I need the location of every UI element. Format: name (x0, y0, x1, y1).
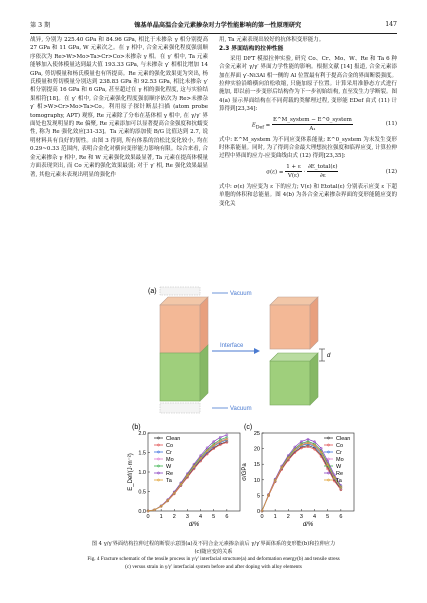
figure-caption (30, 541, 397, 571)
series-line-cr (262, 443, 344, 511)
structure-after (270, 297, 331, 405)
x-tick-label: 4 (199, 514, 203, 520)
legend-label: Clean (166, 436, 181, 442)
y-tick-label: 10 (253, 477, 260, 484)
running-header (30, 17, 397, 31)
caption-cn-line2: (c)随应变的关系 (194, 548, 233, 555)
left-column (30, 36, 208, 179)
right-paragraph-1: 采用 DFT 模拟拉伸实验, 研究 Co、Cr、Mo、W、Re 和 Ta 6 种合金元素对 γ/γ′ 界面力学性能的影响。根据文献 [14] 报道, 合金元素添加在界面 γ′-Ni3Al 相一侧的 Al 位置最有利于提高合金的界面断裂强度。拉伸实验沿略横向泊松收缩, 只施加原子位置。计算采用准静态方式进行施加, 即以前一步变形后结构作为下一步初始结构, 直至发生力学断裂。图 4(a) 显示界面结构在不同荷载的类解理过程, 变形能 EDef 由式 (11) 计算得到[23,34]: (219, 55, 397, 113)
legend-label: Clean (336, 436, 351, 442)
panel-b-label: (b) (132, 424, 141, 431)
vacuum-top-box (160, 287, 200, 295)
equation-11: $E_{Def}$ = $\frac{\text{E\textasciicircum{}M\_system − E\textasciicircum{}0\_system}}{\text{A₁}}$ (11) (251, 116, 397, 133)
interface-arrowhead (254, 348, 260, 354)
x-tick-label: 6 (339, 514, 343, 520)
y-tick-label: 0.5 (138, 489, 146, 496)
y-axis-label: E_Def/(J·m⁻²) (128, 453, 134, 491)
eq11-lhs: E (251, 122, 256, 129)
x-tick-label: 1 (159, 514, 163, 520)
legend-label: W (166, 464, 172, 470)
x-tick-label: 4 (313, 514, 317, 520)
legend-label: Mo (166, 457, 174, 463)
panel-c-label: (c) (244, 424, 253, 431)
eq11-fraction (272, 116, 353, 134)
right-column (219, 36, 397, 208)
gamma-prime-side (200, 297, 208, 353)
vacuum-top-label: Vacuum (230, 291, 252, 297)
legend-label: Ta (166, 478, 172, 484)
x-axis-label: d/% (188, 522, 200, 528)
series-line-mo (262, 442, 344, 511)
x-tick-label: 2 (286, 514, 290, 520)
eq12-fraction-2 (307, 163, 339, 181)
x-tick-label: 0 (260, 514, 264, 520)
legend-label: Co (336, 443, 344, 449)
fractured-lower-side (310, 353, 318, 405)
eq12-f1-den: V(ε) (287, 173, 300, 180)
fractured-upper-side (310, 297, 318, 349)
y-tick-label: 0.0 (138, 509, 146, 515)
interface-label: Interface (220, 343, 244, 349)
legend-label: Cr (336, 450, 342, 456)
structure-before (160, 287, 208, 413)
y-tick-label: 25 (253, 431, 260, 437)
x-tick-label: 3 (299, 514, 303, 520)
vacuum-bottom-box (160, 403, 200, 413)
y-tick-label: 15 (253, 462, 260, 469)
eq12-fraction-1 (285, 163, 301, 181)
legend-label: Ta (336, 478, 342, 484)
y-tick-label: 5 (256, 493, 260, 500)
right-paragraph-2: 式中: E^M_system 为不同应变体系能量; E^0_system 为未发生变形时体系能量。同时, 为了得到合金最大理想抗拉强度和临界应变, 计算拉伸过程中界面的应力-应变曲线由式 (12) 得到[23,35]: (219, 136, 397, 160)
legend-label: Re (336, 471, 344, 477)
right-paragraph-3: 式中: σ(ε) 为应变为 ε 下的应力; V(ε) 和 Etotal(ε) 分别表示应变 ε 下超单胞的体积和总能量。图 4(b) 为各合金元素掺杂界面的变形能随应变的变化关 (219, 183, 397, 207)
header-rule (30, 33, 397, 34)
section-heading: 2.3 界面结构的拉伸性能 (219, 46, 284, 53)
figure-svg (30, 283, 397, 538)
right-paragraph-0: 用, Ta 元素表现出较好的抗体积变形能力。 (219, 37, 325, 43)
fractured-upper (270, 305, 310, 349)
page-number: 147 (385, 20, 397, 28)
eq12-f2-den: ∂ε (319, 173, 326, 180)
x-tick-label: 1 (273, 514, 277, 520)
legend-label: Cr (166, 450, 172, 456)
y-tick-label: 1.0 (138, 470, 146, 476)
eq11-number: (11) (385, 121, 397, 128)
chart-b (128, 431, 240, 528)
y-tick-label: 1.5 (138, 450, 146, 457)
x-tick-label: 6 (225, 514, 229, 520)
legend-label: Co (166, 443, 174, 449)
eq12-lhs: σ(ε) = (266, 169, 284, 176)
x-tick-label: 5 (212, 514, 216, 520)
left-paragraph: 战异, 分别为 225.40 GPa 和 84.96 GPa, 相比于未掺杂 γ 相分别提高 27 GPa 和 11 GPa, W 元素次之。在 γ 相中, 合金元素强化程度强弱顺序依次为 Re>W>Mo>Ta>Cr>Co>未掺杂 γ 相。在 γ′ 相中, Ta 元素能够加入使体模量达到最大值 193.33 GPa, 与未掺杂 γ′ 相相比增加 14 GPa, 剪切模量和杨氏模量也有所提高。Re 元素的强化效果更为突出, 杨氏模量和剪切模量分别达到 238.83 GPa 和 92.53 GPa, 相比未掺杂 γ′ 相分别提高 16 GPa 和 6 GPa, 甚至超过在 γ 相的强化程度, 这与实验结果相符[18]。在 γ′ 相中, 合金元素强化程度强弱顺序依次为 Re>未掺杂 γ′ 相>W>Cr>Mo>Ta>Co。利用原子探针断层扫描 (atom probe tomography, APT) 观察, Re 元素除了分布在基体相 γ 相中, 在 γ/γ′ 界面处也发现明显的 Re 偏聚, Re 元素添加可以显著提高合金强度和抗蠕变性, 称为 Re 强化效应[31-33]。Ta 元素的添加使 B/G 比值达到 2.7, 说明材料具有良好的韧性。由图 3 得到, 所有体系的泊松比变化较小, 均在 0.29~0.33 范围内, 表明合金化对横向变形能力影响有限。综合来看, 合金元素掺杂 γ 相中, Re 和 W 元素强化效果最显著, Ta 元素在提高体模量方面表现突出, 而 Co 元素的强化效果最弱; 对于 γ′ 相, Re 强化效果最显著, 其他元素未表现出明显的强化作 (30, 37, 208, 178)
x-tick-label: 2 (172, 514, 176, 520)
series-line-re (262, 439, 344, 511)
journal-title: 镍基单晶高温合金元素掺杂对力学性能影响的第一性原理研究 (134, 21, 302, 29)
eq12-f2-num: ∂E_total(ε) (307, 163, 339, 172)
eq12-number: (12) (385, 168, 397, 175)
issue-number: 第 3 期 (30, 21, 51, 29)
caption-en-line1: Fig. 4 Fracture schematic of the tensile process in γ/γ′ interfacial structure(a) and deformation energy(b) and tensile stress (87, 556, 340, 563)
gamma-block (160, 353, 200, 401)
figure-4 (30, 283, 397, 538)
legend-label: Re (166, 471, 174, 477)
legend-label: W (336, 464, 342, 470)
gamma-prime-block (160, 305, 200, 353)
y-tick-label: 20 (253, 446, 260, 453)
y-axis-label: σ/GPa (242, 463, 248, 481)
x-tick-label: 3 (185, 514, 189, 520)
fractured-lower-top (270, 353, 318, 361)
x-axis-label: d/% (302, 522, 314, 528)
eq12-f1-num: 1 + ε (285, 163, 301, 172)
series-line-ta (148, 439, 227, 511)
gap-label: d (327, 353, 331, 359)
x-tick-label: 5 (326, 514, 330, 520)
fractured-lower (270, 361, 310, 405)
legend-label: Mo (336, 457, 344, 463)
vacuum-bottom-label: Vacuum (230, 406, 252, 412)
y-tick-label: 2.0 (138, 431, 146, 437)
y-tick-label: 0 (256, 509, 260, 515)
panel-a-label: (a) (148, 288, 157, 295)
eq11-sub: Def (255, 125, 264, 131)
equation-12 (219, 163, 397, 181)
chart-c (242, 431, 354, 528)
gamma-side (200, 345, 208, 401)
eq12-dot: · (303, 169, 306, 176)
eq11-denominator: A₁ (309, 126, 316, 133)
caption-cn-line1: 图 4 γ/γ′界面结构拉伸过程的断裂示意图(a)及不同合金元素掺杂前后 γ/γ′界面体系的变形能(b)和拉伸应力 (91, 541, 336, 547)
x-tick-label: 0 (146, 514, 150, 520)
caption-en-line2: (c) versus strain in γ/γ′ interfacial system before and after doping with alloy elements (125, 563, 302, 570)
eq11-numerator: E^M_system − E^0_system (272, 116, 353, 125)
